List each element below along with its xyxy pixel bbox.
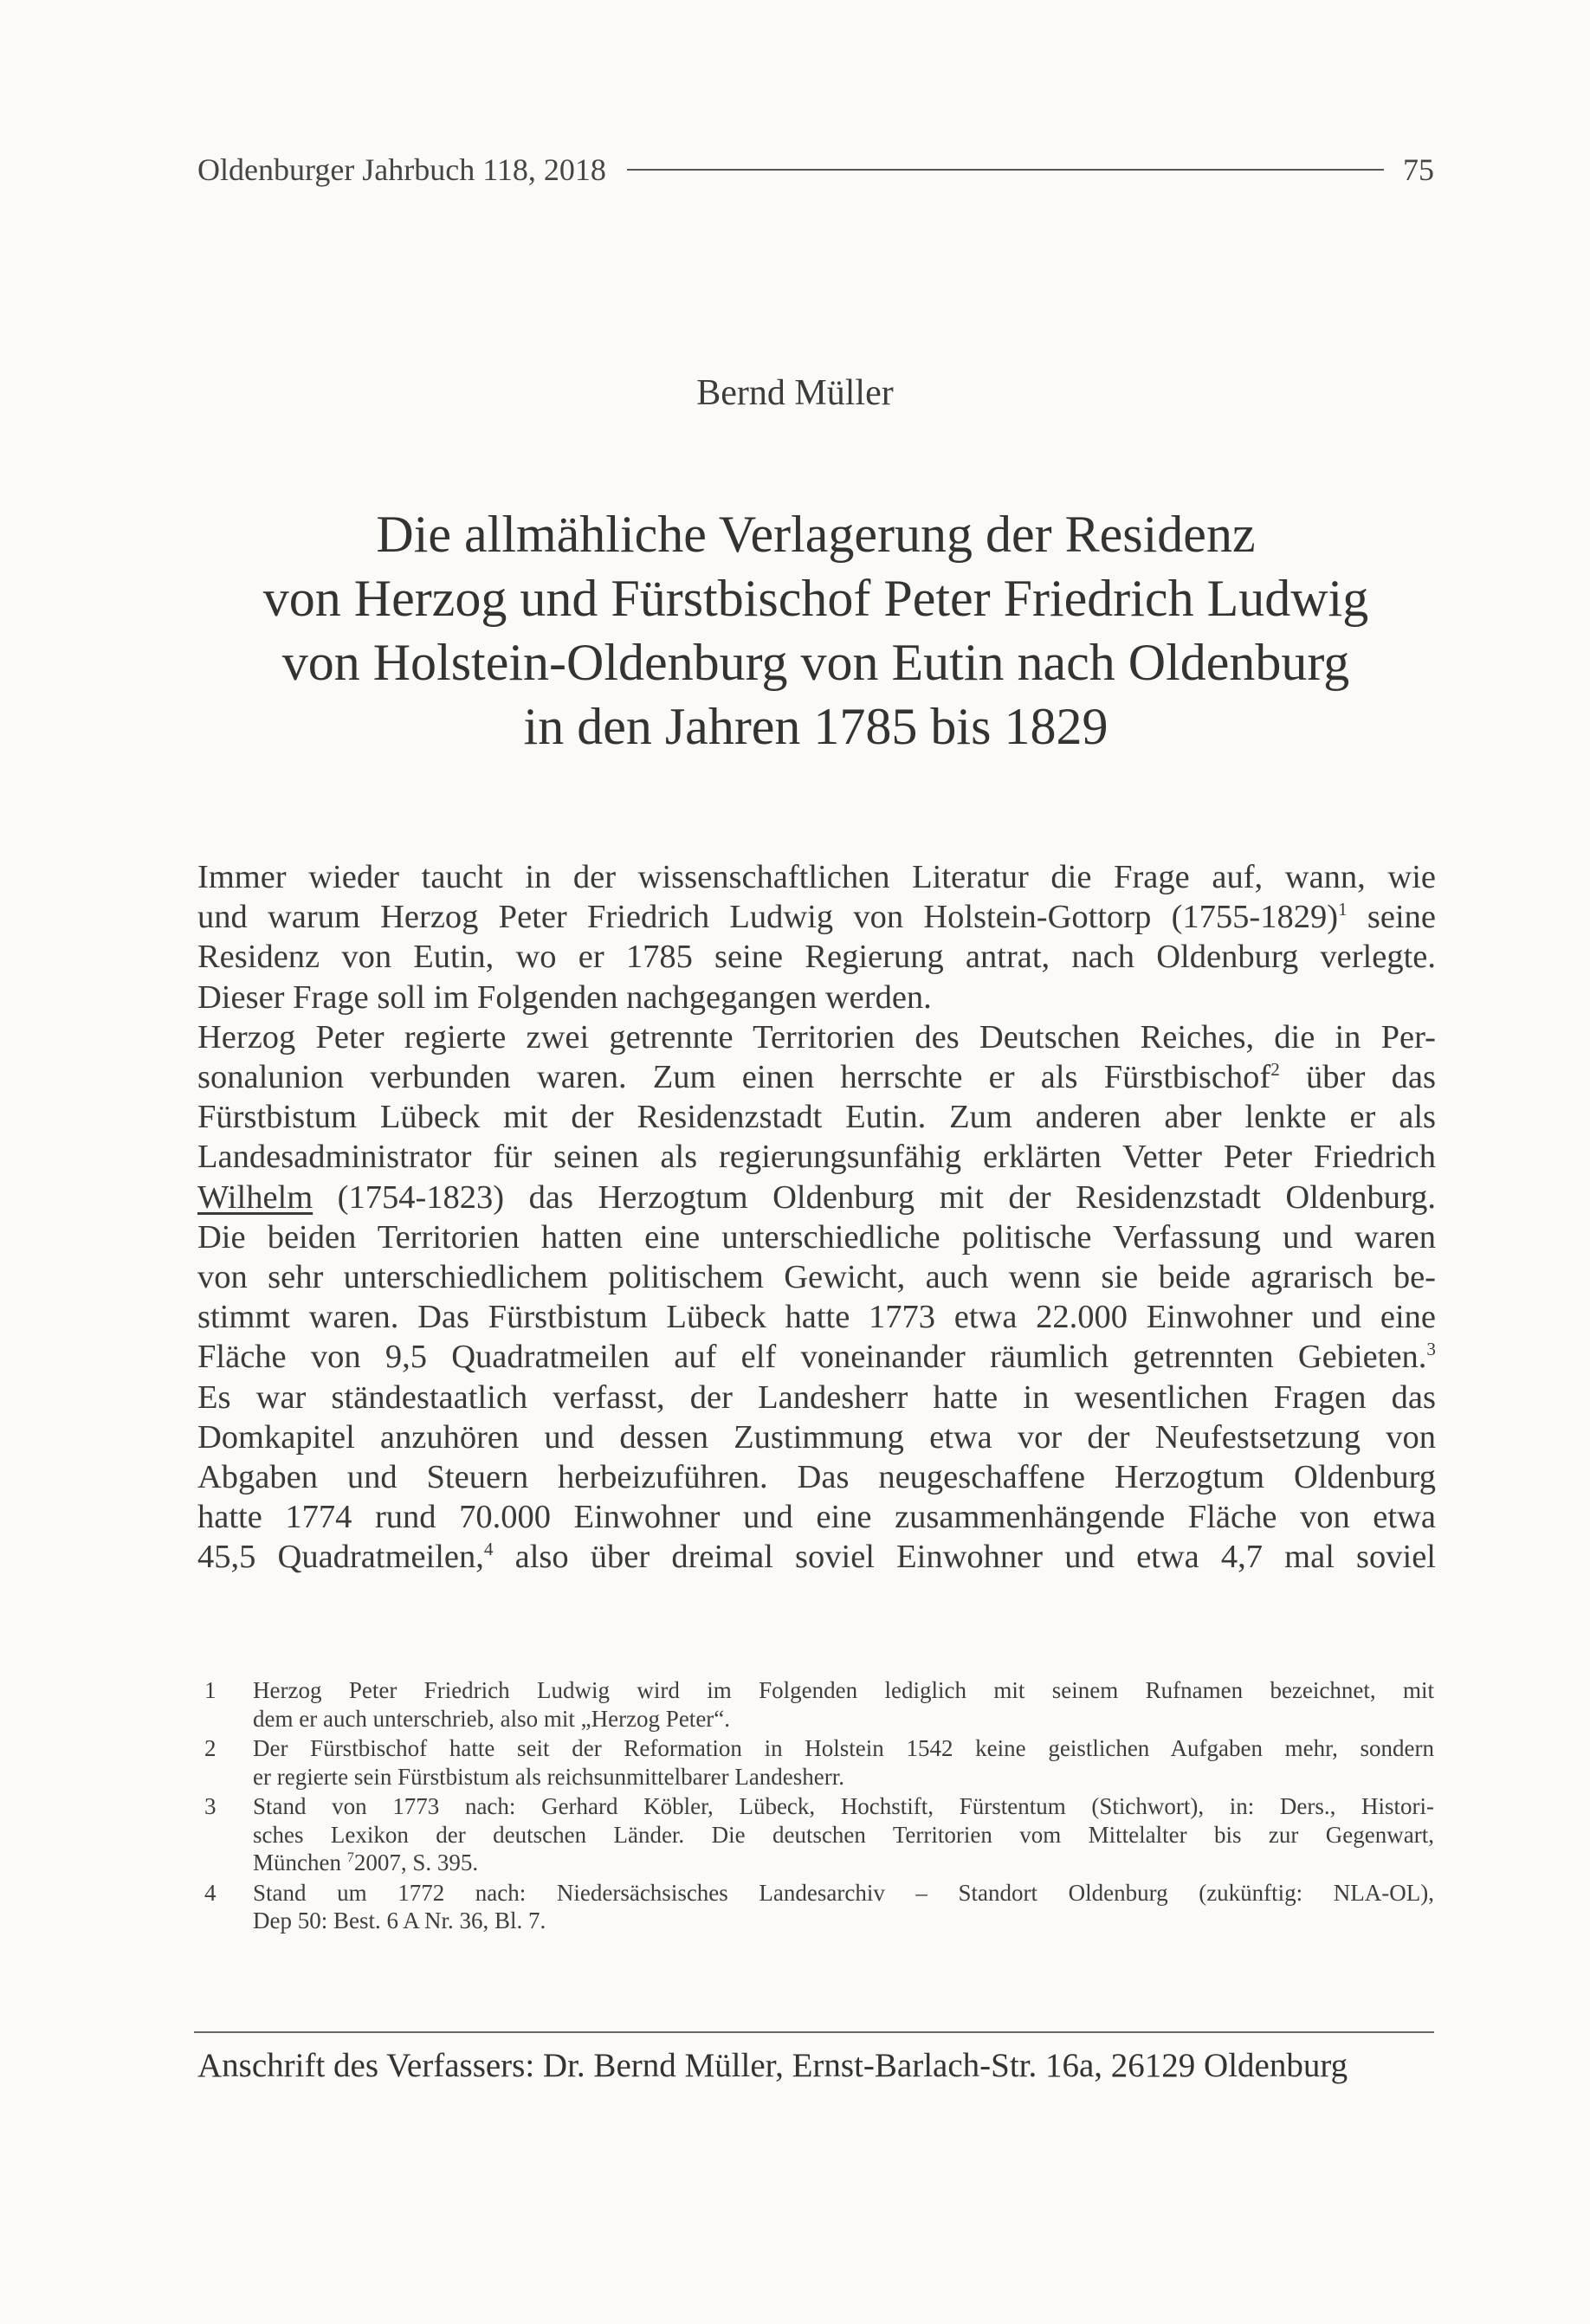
body-line: Fürstbistum Lübeck mit der Residenzstadt Eutin. Zum anderen aber lenkte er als <box>197 1099 1436 1136</box>
body-line: Es war ständestaatlich verfasst, der Landesherr hatte in wesentlichen Fragen das <box>197 1378 1436 1416</box>
body-line: Wilhelm (1754-1823) das Herzogtum Oldenburg mit der Residenzstadt Oldenburg. <box>197 1178 1436 1216</box>
body-line: Landesadministrator für seinen als regierungsunfähig erklärten Vetter Peter Friedrich <box>197 1139 1436 1176</box>
footnote-line: er regierte sein Fürstbistum als reichsunmittelbarer Landesherr. <box>253 1763 845 1790</box>
footnote-number: 1 <box>204 1677 217 1703</box>
body-line: Immer wieder taucht in der wissenschaftlichen Literatur die Frage auf, wann, wie <box>197 859 1436 895</box>
footnote-line: Stand von 1773 nach: Gerhard Köbler, Lübeck, Hochstift, Fürstentum (Stichwort), in: Ders., Histori- <box>253 1793 1434 1819</box>
footnote-number: 4 <box>204 1879 217 1906</box>
footnote <box>204 1734 1434 1791</box>
body-line: Dieser Frage soll im Folgenden nachgegangen werden. <box>197 978 932 1016</box>
body-line: Die beiden Territorien hatten eine unterschiedliche politische Verfassung und waren <box>197 1218 1436 1256</box>
footnote-ref: 4 <box>483 1539 494 1560</box>
footnote-line: Dep 50: Best. 6 A Nr. 36, Bl. 7. <box>253 1908 546 1933</box>
footnote <box>204 1879 1434 1935</box>
body-line: und warum Herzog Peter Friedrich Ludwig von Holstein-Gottorp (1755-1829)$^1$ seine <box>197 899 1436 936</box>
footnote-number: 2 <box>204 1735 217 1761</box>
footnote <box>204 1676 1434 1733</box>
body-line: sonalunion verbunden waren. Zum einen herrschte er als Fürstbischof$^2$ über das <box>197 1059 1436 1096</box>
title-line: Die allmähliche Verlagerung der Residenz <box>376 506 1256 563</box>
title-line: von Holstein-Oldenburg von Eutin nach Oldenburg <box>281 634 1350 691</box>
author-address: Anschrift des Verfassers: Dr. Bernd Müller, Ernst-Barlach-Str. 16a, 26129 Oldenburg <box>197 2047 1348 2084</box>
footnote-ref: 1 <box>1338 899 1348 920</box>
footnote-line: Der Fürstbischof hatte seit der Reformation in Holstein 1542 keine geistlichen Aufgaben mehr, sondern <box>253 1735 1434 1761</box>
footnote-line: sches Lexikon der deutschen Länder. Die deutschen Territorien vom Mittelalter bis zur Gegenwart, <box>253 1821 1434 1848</box>
footnotes <box>204 1676 1434 1937</box>
body-line: 45,5 Quadratmeilen,$^4$ also über dreimal soviel Einwohner und etwa 4,7 mal soviel <box>197 1539 1436 1576</box>
body-line: von sehr unterschiedlichem politischem Gewicht, auch wenn sie beide agrarisch be- <box>197 1259 1436 1296</box>
body-line: hatte 1774 rund 70.000 Einwohner und eine zusammenhängende Fläche von etwa <box>197 1499 1436 1536</box>
address-rule <box>194 2031 1434 2033</box>
underlined-name: Wilhelm <box>197 1178 313 1216</box>
title-line: in den Jahren 1785 bis 1829 <box>523 698 1108 755</box>
footnote-number: 3 <box>204 1793 217 1819</box>
footnote <box>204 1792 1434 1877</box>
body-line: Abgaben und Steuern herbeizuführen. Das neugeschaffene Herzogtum Oldenburg <box>197 1459 1436 1496</box>
footnote-line: dem er auch unterschrieb, also mit „Herzog Peter“. <box>253 1705 731 1732</box>
page-number: 75 <box>1403 152 1434 187</box>
body-line: stimmt waren. Das Fürstbistum Lübeck hatte 1773 etwa 22.000 Einwohner und eine <box>197 1299 1436 1336</box>
body-line: Domkapitel anzuhören und dessen Zustimmung etwa vor der Neufestsetzung von <box>197 1418 1436 1456</box>
body-text <box>197 857 1436 1578</box>
body-line: Herzog Peter regierte zwei getrennte Territorien des Deutschen Reiches, die in Per- <box>197 1018 1436 1055</box>
footnote-line: München $^7$2007, S. 395. <box>253 1850 479 1875</box>
footnote-line: Stand um 1772 nach: Niedersächsisches Landesarchiv – Standort Oldenburg (zukünftig: NLA-OL), <box>253 1879 1434 1906</box>
footnote-ref: 2 <box>1270 1059 1280 1081</box>
running-head <box>197 149 1434 190</box>
journal-citation: Oldenburger Jahrbuch 118, 2018 <box>197 152 606 187</box>
author-name: Bernd Müller <box>696 373 894 413</box>
footnote-ref: 3 <box>1426 1339 1436 1360</box>
footnote-line: Herzog Peter Friedrich Ludwig wird im Folgenden lediglich mit seinem Rufnamen bezeichnet, mit <box>253 1677 1434 1703</box>
body-line: Fläche von 9,5 Quadratmeilen auf elf voneinander räumlich getrennten Gebieten.$^3$ <box>197 1339 1436 1376</box>
header-rule <box>627 169 1384 171</box>
body-line: Residenz von Eutin, wo er 1785 seine Regierung antrat, nach Oldenburg verlegte. <box>197 939 1436 976</box>
edition-superscript: 7 <box>346 1850 354 1865</box>
title-line: von Herzog und Fürstbischof Peter Friedrich Ludwig <box>262 570 1369 627</box>
article-title <box>197 502 1434 759</box>
